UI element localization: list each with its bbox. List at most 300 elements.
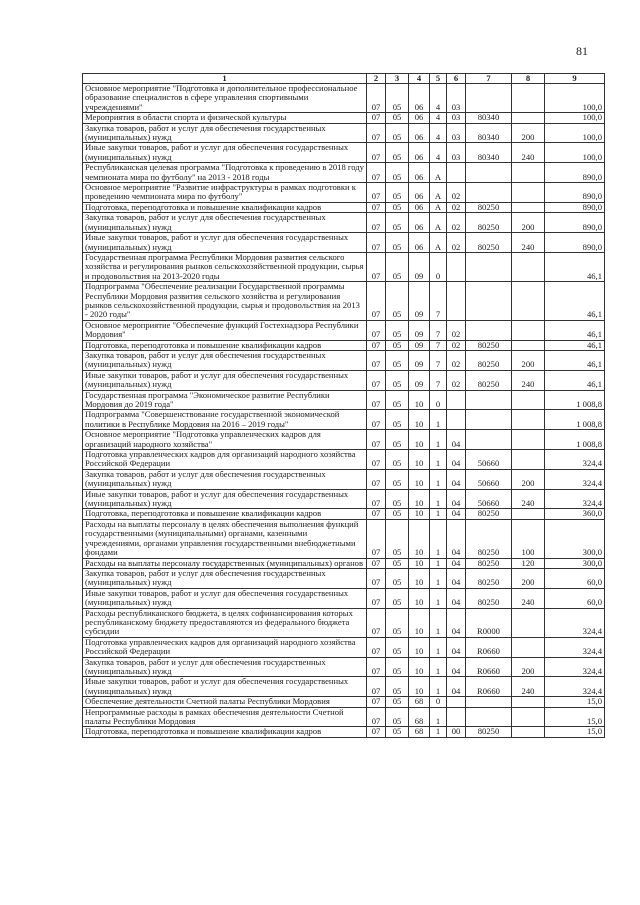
activity-code-cell: 02 xyxy=(447,233,466,253)
activity-code-cell: 03 xyxy=(447,123,466,143)
table-row xyxy=(83,489,605,509)
section-code-cell: 07 xyxy=(367,509,386,519)
section-code-cell: 07 xyxy=(367,677,386,697)
section-code-cell: 07 xyxy=(367,113,386,123)
table-row xyxy=(83,84,605,113)
table-row xyxy=(83,509,605,519)
subprogram-code-cell: 1 xyxy=(430,727,447,737)
amount-cell: 60,0 xyxy=(545,568,605,588)
subprogram-code-cell: 1 xyxy=(430,588,447,608)
expense-type-cell: 240 xyxy=(512,143,545,163)
subsection-code-cell: 05 xyxy=(386,588,409,608)
subprogram-code-cell: А xyxy=(430,213,447,233)
table-row xyxy=(83,727,605,737)
table-row xyxy=(83,558,605,568)
section-code-cell: 07 xyxy=(367,450,386,470)
direction-code-cell: 50660 xyxy=(466,469,512,489)
activity-code-cell: 04 xyxy=(447,469,466,489)
table-row xyxy=(83,113,605,123)
expense-type-cell xyxy=(512,183,545,203)
program-code-cell: 06 xyxy=(409,123,430,143)
table-row xyxy=(83,697,605,707)
activity-code-cell: 04 xyxy=(447,489,466,509)
page-number: 81 xyxy=(576,44,588,58)
section-code-cell: 07 xyxy=(367,410,386,430)
program-code-cell: 09 xyxy=(409,370,430,390)
program-code-cell: 10 xyxy=(409,489,430,509)
amount-cell: 324,4 xyxy=(545,608,605,637)
amount-cell: 324,4 xyxy=(545,677,605,697)
expense-name-cell: Обеспечение деятельности Счетной палаты Республики Мордовия xyxy=(83,697,367,707)
program-code-cell: 06 xyxy=(409,163,430,183)
direction-code-cell xyxy=(466,707,512,727)
program-code-cell: 68 xyxy=(409,727,430,737)
program-code-cell: 10 xyxy=(409,588,430,608)
section-code-cell: 07 xyxy=(367,202,386,212)
subprogram-code-cell: 0 xyxy=(430,697,447,707)
expense-type-cell xyxy=(512,340,545,350)
expense-type-cell xyxy=(512,84,545,113)
program-code-cell: 09 xyxy=(409,320,430,340)
subsection-code-cell: 05 xyxy=(386,637,409,657)
subsection-code-cell: 05 xyxy=(386,657,409,677)
subsection-code-cell: 05 xyxy=(386,282,409,321)
subprogram-code-cell: 1 xyxy=(430,707,447,727)
expense-name-cell: Государственная программа Республики Мордовия развития сельского хозяйства и регулирования рынков сельскохозяйственной продукции, сырья и продовольствия на 2013-2020 годы xyxy=(83,252,367,281)
subprogram-code-cell: 0 xyxy=(430,252,447,281)
program-code-cell: 68 xyxy=(409,707,430,727)
column-header: 1 xyxy=(83,74,367,84)
subsection-code-cell: 05 xyxy=(386,707,409,727)
expense-type-cell xyxy=(512,509,545,519)
activity-code-cell xyxy=(447,163,466,183)
expense-name-cell: Иные закупки товаров, работ и услуг для обеспечения государственных (муниципальных) нужд xyxy=(83,677,367,697)
column-header: 2 xyxy=(367,74,386,84)
section-code-cell: 07 xyxy=(367,390,386,410)
direction-code-cell: R0660 xyxy=(466,657,512,677)
section-code-cell: 07 xyxy=(367,707,386,727)
activity-code-cell: 04 xyxy=(447,430,466,450)
subsection-code-cell: 05 xyxy=(386,183,409,203)
amount-cell: 890,0 xyxy=(545,202,605,212)
direction-code-cell: 80340 xyxy=(466,113,512,123)
amount-cell: 890,0 xyxy=(545,213,605,233)
activity-code-cell: 04 xyxy=(447,608,466,637)
subsection-code-cell: 05 xyxy=(386,252,409,281)
amount-cell: 15,0 xyxy=(545,707,605,727)
activity-code-cell: 03 xyxy=(447,143,466,163)
section-code-cell: 07 xyxy=(367,489,386,509)
subsection-code-cell: 05 xyxy=(386,519,409,558)
direction-code-cell: 80250 xyxy=(466,350,512,370)
subsection-code-cell: 05 xyxy=(386,469,409,489)
expense-name-cell: Подпрограмма "Обеспечение реализации Государственной программы Республики Мордовия развития сельского хозяйства и регулирования рынков сельскохозяйственной продукции, сырья и продовольствия на 2013 - 2020 годы" xyxy=(83,282,367,321)
table-row xyxy=(83,469,605,489)
activity-code-cell: 04 xyxy=(447,588,466,608)
expense-type-cell xyxy=(512,320,545,340)
program-code-cell: 68 xyxy=(409,697,430,707)
table-row xyxy=(83,320,605,340)
activity-code-cell xyxy=(447,282,466,321)
expense-type-cell xyxy=(512,430,545,450)
expense-name-cell: Основное мероприятие "Подготовка управленческих кадров для организаций народного хозяйства" xyxy=(83,430,367,450)
subsection-code-cell: 05 xyxy=(386,202,409,212)
amount-cell: 1 008,8 xyxy=(545,430,605,450)
activity-code-cell xyxy=(447,707,466,727)
direction-code-cell: R0000 xyxy=(466,608,512,637)
subprogram-code-cell: 1 xyxy=(430,469,447,489)
amount-cell: 1 008,8 xyxy=(545,390,605,410)
subprogram-code-cell: 7 xyxy=(430,282,447,321)
direction-code-cell: R0660 xyxy=(466,637,512,657)
expense-type-cell: 240 xyxy=(512,370,545,390)
subsection-code-cell: 05 xyxy=(386,558,409,568)
amount-cell: 15,0 xyxy=(545,727,605,737)
expense-name-cell: Закупка товаров, работ и услуг для обеспечения государственных (муниципальных) нужд xyxy=(83,469,367,489)
expense-type-cell: 120 xyxy=(512,558,545,568)
program-code-cell: 10 xyxy=(409,568,430,588)
expense-name-cell: Закупка товаров, работ и услуг для обеспечения государственных (муниципальных) нужд xyxy=(83,350,367,370)
subprogram-code-cell: 4 xyxy=(430,123,447,143)
direction-code-cell: 80250 xyxy=(466,340,512,350)
direction-code-cell: 80250 xyxy=(466,558,512,568)
table-row xyxy=(83,450,605,470)
expense-name-cell: Основное мероприятие "Развитие инфраструктуры в рамках подготовки к проведению чемпионата мира по футболу" xyxy=(83,183,367,203)
expense-name-cell: Закупка товаров, работ и услуг для обеспечения государственных (муниципальных) нужд xyxy=(83,657,367,677)
direction-code-cell: 80340 xyxy=(466,123,512,143)
table-row xyxy=(83,677,605,697)
expense-type-cell: 240 xyxy=(512,489,545,509)
subprogram-code-cell: 1 xyxy=(430,489,447,509)
expense-name-cell: Подготовка, переподготовка и повышение квалификации кадров xyxy=(83,727,367,737)
expense-type-cell: 240 xyxy=(512,233,545,253)
direction-code-cell: 80250 xyxy=(466,213,512,233)
subsection-code-cell: 05 xyxy=(386,568,409,588)
amount-cell: 46,1 xyxy=(545,350,605,370)
subprogram-code-cell: 1 xyxy=(430,519,447,558)
expense-name-cell: Расходы республиканского бюджета, в целях софинансирования которых республиканскому бюджету предоставляются из федерального бюджета субсидии xyxy=(83,608,367,637)
expense-name-cell: Иные закупки товаров, работ и услуг для обеспечения государственных (муниципальных) нужд xyxy=(83,143,367,163)
table-row xyxy=(83,163,605,183)
program-code-cell: 10 xyxy=(409,509,430,519)
amount-cell: 890,0 xyxy=(545,163,605,183)
expense-type-cell: 200 xyxy=(512,213,545,233)
subsection-code-cell: 05 xyxy=(386,370,409,390)
expense-name-cell: Закупка товаров, работ и услуг для обеспечения государственных (муниципальных) нужд xyxy=(83,568,367,588)
activity-code-cell: 04 xyxy=(447,677,466,697)
expense-name-cell: Подготовка управленческих кадров для организаций народного хозяйства Российской Федерации xyxy=(83,637,367,657)
table-row xyxy=(83,657,605,677)
program-code-cell: 06 xyxy=(409,233,430,253)
activity-code-cell: 02 xyxy=(447,340,466,350)
expense-name-cell: Подготовка, переподготовка и повышение квалификации кадров xyxy=(83,509,367,519)
program-code-cell: 06 xyxy=(409,202,430,212)
amount-cell: 100,0 xyxy=(545,113,605,123)
program-code-cell: 06 xyxy=(409,143,430,163)
direction-code-cell: 50660 xyxy=(466,489,512,509)
program-code-cell: 10 xyxy=(409,558,430,568)
table-row xyxy=(83,410,605,430)
subsection-code-cell: 05 xyxy=(386,123,409,143)
direction-code-cell xyxy=(466,252,512,281)
section-code-cell: 07 xyxy=(367,143,386,163)
section-code-cell: 07 xyxy=(367,608,386,637)
subprogram-code-cell: А xyxy=(430,183,447,203)
direction-code-cell: 80250 xyxy=(466,202,512,212)
subprogram-code-cell: 1 xyxy=(430,608,447,637)
expense-name-cell: Мероприятия в области спорта и физической культуры xyxy=(83,113,367,123)
expense-name-cell: Иные закупки товаров, работ и услуг для обеспечения государственных (муниципальных) нужд xyxy=(83,489,367,509)
activity-code-cell xyxy=(447,390,466,410)
subsection-code-cell: 05 xyxy=(386,340,409,350)
table-row xyxy=(83,143,605,163)
direction-code-cell: 80250 xyxy=(466,233,512,253)
amount-cell: 300,0 xyxy=(545,558,605,568)
program-code-cell: 09 xyxy=(409,350,430,370)
subprogram-code-cell: 1 xyxy=(430,558,447,568)
direction-code-cell: 80340 xyxy=(466,143,512,163)
activity-code-cell: 02 xyxy=(447,370,466,390)
expense-name-cell: Непрограммные расходы в рамках обеспечения деятельности Счетной палаты Республики Мордовия xyxy=(83,707,367,727)
amount-cell: 46,1 xyxy=(545,252,605,281)
subsection-code-cell: 05 xyxy=(386,213,409,233)
table-row xyxy=(83,350,605,370)
program-code-cell: 10 xyxy=(409,519,430,558)
direction-code-cell: R0660 xyxy=(466,677,512,697)
table-row xyxy=(83,707,605,727)
section-code-cell: 07 xyxy=(367,588,386,608)
section-code-cell: 07 xyxy=(367,320,386,340)
subprogram-code-cell: 7 xyxy=(430,340,447,350)
expense-name-cell: Республиканская целевая программа "Подготовка к проведению в 2018 году чемпионата мира по футболу" на 2013 - 2018 годы xyxy=(83,163,367,183)
amount-cell: 324,4 xyxy=(545,657,605,677)
expense-name-cell: Подпрограмма "Совершенствование государственной экономической политики в Республике Мордовия на 2016 – 2019 годы" xyxy=(83,410,367,430)
table-row xyxy=(83,637,605,657)
program-code-cell: 06 xyxy=(409,113,430,123)
table-row xyxy=(83,183,605,203)
direction-code-cell: 80250 xyxy=(466,568,512,588)
subsection-code-cell: 05 xyxy=(386,727,409,737)
program-code-cell: 09 xyxy=(409,252,430,281)
direction-code-cell xyxy=(466,163,512,183)
section-code-cell: 07 xyxy=(367,430,386,450)
section-code-cell: 07 xyxy=(367,370,386,390)
column-header: 5 xyxy=(430,74,447,84)
subsection-code-cell: 05 xyxy=(386,697,409,707)
section-code-cell: 07 xyxy=(367,252,386,281)
section-code-cell: 07 xyxy=(367,163,386,183)
amount-cell: 1 008,8 xyxy=(545,410,605,430)
table-row xyxy=(83,430,605,450)
direction-code-cell xyxy=(466,183,512,203)
amount-cell: 46,1 xyxy=(545,282,605,321)
expense-type-cell: 240 xyxy=(512,677,545,697)
subprogram-code-cell: 1 xyxy=(430,430,447,450)
program-code-cell: 06 xyxy=(409,213,430,233)
table-row xyxy=(83,608,605,637)
subsection-code-cell: 05 xyxy=(386,320,409,340)
program-code-cell: 09 xyxy=(409,340,430,350)
expense-type-cell: 200 xyxy=(512,657,545,677)
program-code-cell: 10 xyxy=(409,450,430,470)
subsection-code-cell: 05 xyxy=(386,113,409,123)
table-row xyxy=(83,340,605,350)
section-code-cell: 07 xyxy=(367,657,386,677)
subprogram-code-cell: 1 xyxy=(430,568,447,588)
expense-name-cell: Иные закупки товаров, работ и услуг для обеспечения государственных (муниципальных) нужд xyxy=(83,370,367,390)
column-header: 7 xyxy=(466,74,512,84)
table-row xyxy=(83,519,605,558)
direction-code-cell: 80250 xyxy=(466,588,512,608)
expense-name-cell: Расходы на выплаты персоналу в целях обеспечения выполнения функций государственными (муниципальными) органами, казенными учреждениями, органами управления государственными внебюджетными фондами xyxy=(83,519,367,558)
program-code-cell: 10 xyxy=(409,469,430,489)
activity-code-cell: 02 xyxy=(447,320,466,340)
column-header: 6 xyxy=(447,74,466,84)
expense-type-cell xyxy=(512,390,545,410)
subsection-code-cell: 05 xyxy=(386,233,409,253)
program-code-cell: 10 xyxy=(409,657,430,677)
budget-table xyxy=(82,73,605,738)
activity-code-cell: 04 xyxy=(447,657,466,677)
expense-type-cell: 200 xyxy=(512,350,545,370)
subprogram-code-cell: А xyxy=(430,163,447,183)
table-row xyxy=(83,202,605,212)
expense-name-cell: Подготовка управленческих кадров для организаций народного хозяйства Российской Федерации xyxy=(83,450,367,470)
direction-code-cell: 80250 xyxy=(466,727,512,737)
activity-code-cell: 04 xyxy=(447,568,466,588)
subsection-code-cell: 05 xyxy=(386,450,409,470)
section-code-cell: 07 xyxy=(367,469,386,489)
direction-code-cell: 50660 xyxy=(466,450,512,470)
subsection-code-cell: 05 xyxy=(386,163,409,183)
expense-type-cell xyxy=(512,410,545,430)
amount-cell: 15,0 xyxy=(545,697,605,707)
column-header: 4 xyxy=(409,74,430,84)
amount-cell: 300,0 xyxy=(545,519,605,558)
activity-code-cell: 04 xyxy=(447,558,466,568)
section-code-cell: 07 xyxy=(367,282,386,321)
subprogram-code-cell: 1 xyxy=(430,657,447,677)
expense-type-cell xyxy=(512,697,545,707)
subsection-code-cell: 05 xyxy=(386,143,409,163)
expense-name-cell: Закупка товаров, работ и услуг для обеспечения государственных (муниципальных) нужд xyxy=(83,123,367,143)
subsection-code-cell: 05 xyxy=(386,430,409,450)
section-code-cell: 07 xyxy=(367,697,386,707)
subsection-code-cell: 05 xyxy=(386,390,409,410)
subprogram-code-cell: 4 xyxy=(430,143,447,163)
program-code-cell: 10 xyxy=(409,608,430,637)
direction-code-cell: 80250 xyxy=(466,370,512,390)
section-code-cell: 07 xyxy=(367,340,386,350)
program-code-cell: 09 xyxy=(409,282,430,321)
subprogram-code-cell: 4 xyxy=(430,84,447,113)
subsection-code-cell: 05 xyxy=(386,608,409,637)
expense-type-cell xyxy=(512,707,545,727)
amount-cell: 100,0 xyxy=(545,143,605,163)
subsection-code-cell: 05 xyxy=(386,489,409,509)
expense-type-cell xyxy=(512,450,545,470)
direction-code-cell xyxy=(466,84,512,113)
subsection-code-cell: 05 xyxy=(386,350,409,370)
amount-cell: 890,0 xyxy=(545,233,605,253)
subprogram-code-cell: 1 xyxy=(430,450,447,470)
table-row xyxy=(83,123,605,143)
expense-type-cell xyxy=(512,202,545,212)
expense-type-cell: 100 xyxy=(512,519,545,558)
program-code-cell: 06 xyxy=(409,84,430,113)
expense-name-cell: Расходы на выплаты персоналу государственных (муниципальных) органов xyxy=(83,558,367,568)
section-code-cell: 07 xyxy=(367,558,386,568)
expense-type-cell xyxy=(512,637,545,657)
table-row xyxy=(83,370,605,390)
amount-cell: 60,0 xyxy=(545,588,605,608)
activity-code-cell xyxy=(447,410,466,430)
program-code-cell: 10 xyxy=(409,410,430,430)
amount-cell: 324,4 xyxy=(545,469,605,489)
table-row xyxy=(83,252,605,281)
direction-code-cell xyxy=(466,410,512,430)
expense-name-cell: Иные закупки товаров, работ и услуг для обеспечения государственных (муниципальных) нужд xyxy=(83,233,367,253)
subprogram-code-cell: 4 xyxy=(430,113,447,123)
direction-code-cell xyxy=(466,430,512,450)
amount-cell: 100,0 xyxy=(545,123,605,143)
activity-code-cell: 00 xyxy=(447,727,466,737)
expense-type-cell: 200 xyxy=(512,568,545,588)
activity-code-cell: 04 xyxy=(447,519,466,558)
subprogram-code-cell: 7 xyxy=(430,350,447,370)
activity-code-cell: 04 xyxy=(447,509,466,519)
direction-code-cell: 80250 xyxy=(466,509,512,519)
activity-code-cell: 02 xyxy=(447,183,466,203)
activity-code-cell xyxy=(447,252,466,281)
table-row xyxy=(83,390,605,410)
subprogram-code-cell: А xyxy=(430,233,447,253)
section-code-cell: 07 xyxy=(367,350,386,370)
subsection-code-cell: 05 xyxy=(386,84,409,113)
program-code-cell: 06 xyxy=(409,183,430,203)
direction-code-cell xyxy=(466,320,512,340)
section-code-cell: 07 xyxy=(367,568,386,588)
amount-cell: 890,0 xyxy=(545,183,605,203)
expense-type-cell: 200 xyxy=(512,123,545,143)
activity-code-cell: 02 xyxy=(447,350,466,370)
amount-cell: 46,1 xyxy=(545,340,605,350)
program-code-cell: 10 xyxy=(409,637,430,657)
activity-code-cell xyxy=(447,697,466,707)
activity-code-cell: 04 xyxy=(447,637,466,657)
column-header: 3 xyxy=(386,74,409,84)
subprogram-code-cell: 1 xyxy=(430,637,447,657)
section-code-cell: 07 xyxy=(367,213,386,233)
column-header: 9 xyxy=(545,74,605,84)
amount-cell: 324,4 xyxy=(545,637,605,657)
program-code-cell: 10 xyxy=(409,390,430,410)
expense-type-cell xyxy=(512,608,545,637)
amount-cell: 324,4 xyxy=(545,489,605,509)
amount-cell: 46,1 xyxy=(545,370,605,390)
amount-cell: 324,4 xyxy=(545,450,605,470)
amount-cell: 100,0 xyxy=(545,84,605,113)
table-row xyxy=(83,282,605,321)
section-code-cell: 07 xyxy=(367,727,386,737)
expense-name-cell: Государственная программа "Экономическое развитие Республики Мордовия до 2019 года" xyxy=(83,390,367,410)
section-code-cell: 07 xyxy=(367,233,386,253)
expense-name-cell: Подготовка, переподготовка и повышение квалификации кадров xyxy=(83,340,367,350)
expense-name-cell: Закупка товаров, работ и услуг для обеспечения государственных (муниципальных) нужд xyxy=(83,213,367,233)
direction-code-cell xyxy=(466,282,512,321)
section-code-cell: 07 xyxy=(367,123,386,143)
subprogram-code-cell: 1 xyxy=(430,677,447,697)
